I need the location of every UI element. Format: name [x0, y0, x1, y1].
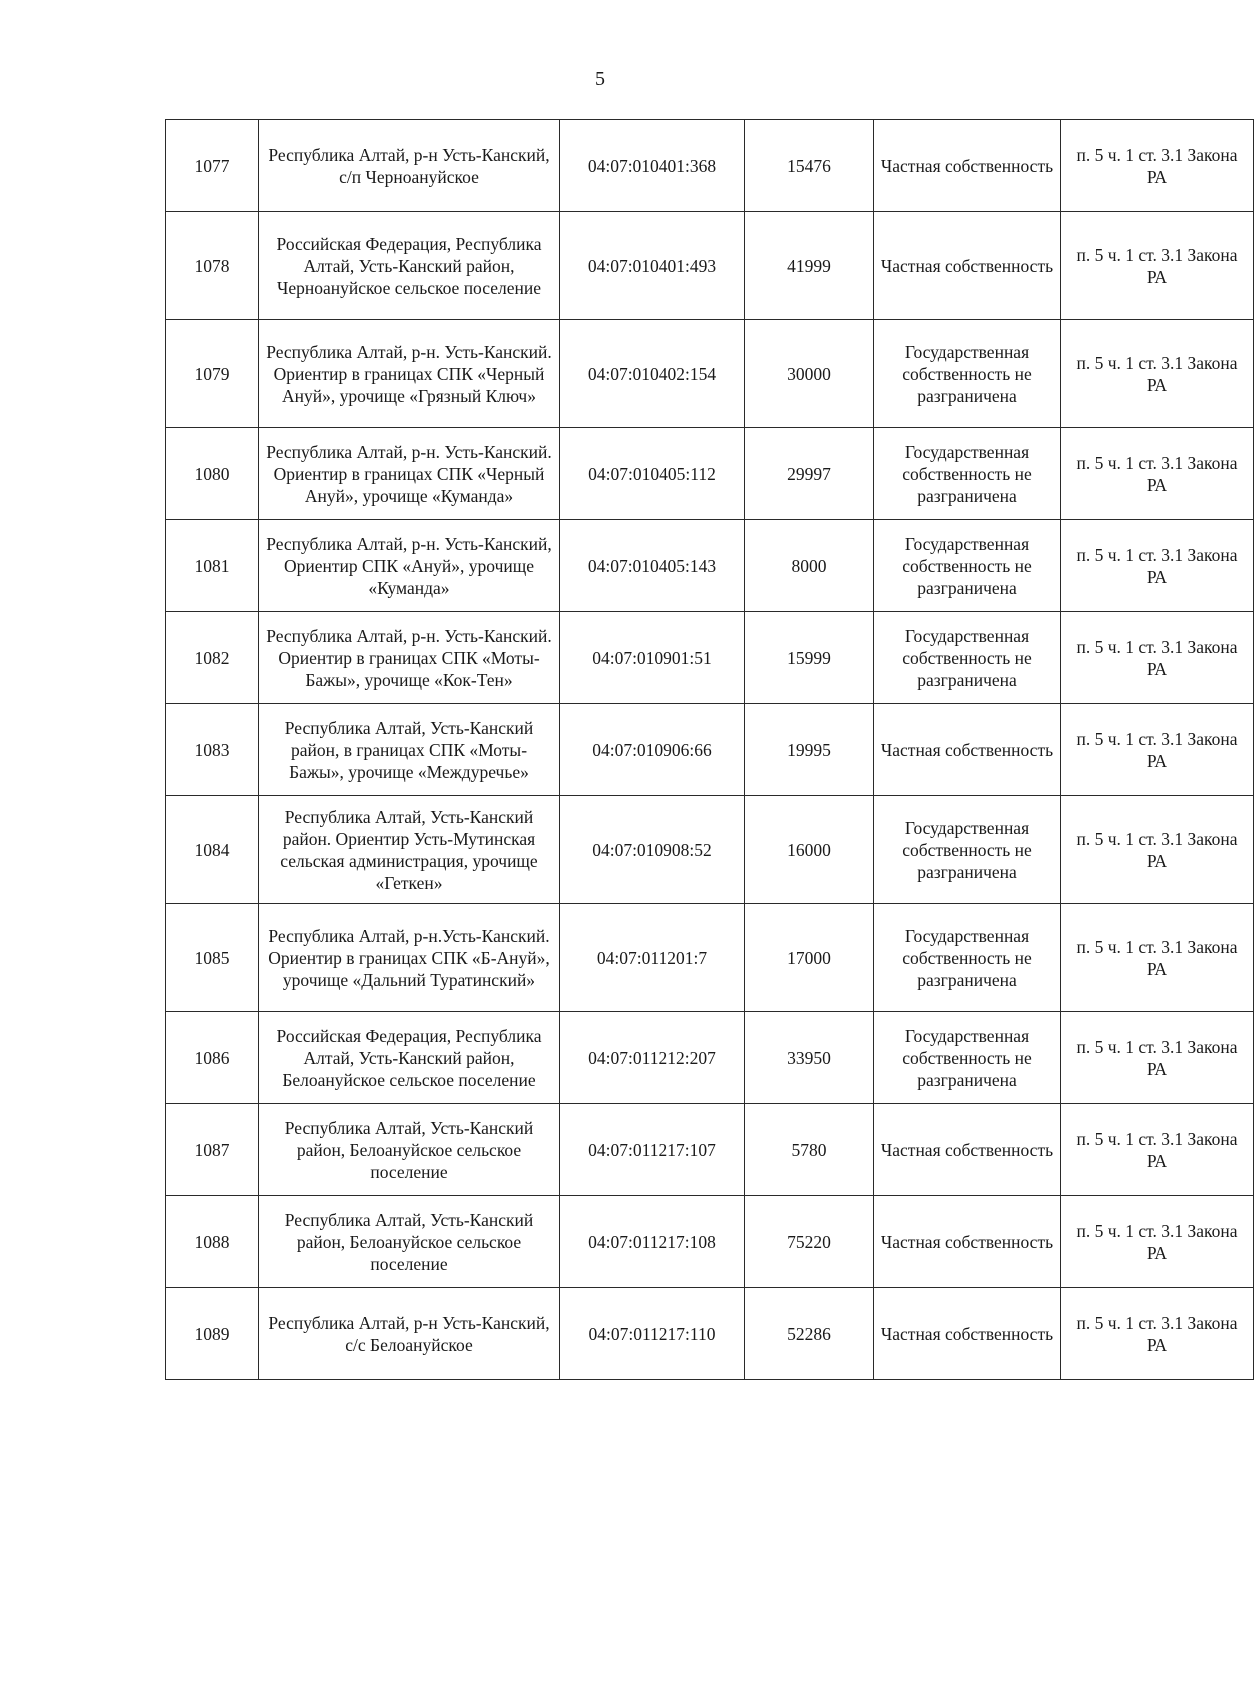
cell-area: 5780: [745, 1104, 874, 1196]
table-row: [166, 428, 1254, 520]
cell-address: Республика Алтай, р-н.Усть-Канский. Ориентир в границах СПК «Б-Ануй», урочище «Дальний Туратинский»: [259, 904, 560, 1012]
cell-cadastral-number: 04:07:010401:493: [560, 212, 745, 320]
cell-legal-basis: п. 5 ч. 1 ст. 3.1 Закона РА: [1061, 428, 1254, 520]
table-row: [166, 212, 1254, 320]
cell-number: 1088: [166, 1196, 259, 1288]
cell-ownership: Частная собственность: [874, 704, 1061, 796]
cell-area: 30000: [745, 320, 874, 428]
cell-cadastral-number: 04:07:010908:52: [560, 796, 745, 904]
cell-cadastral-number: 04:07:011217:110: [560, 1288, 745, 1380]
cell-legal-basis: п. 5 ч. 1 ст. 3.1 Закона РА: [1061, 1288, 1254, 1380]
cell-legal-basis: п. 5 ч. 1 ст. 3.1 Закона РА: [1061, 1012, 1254, 1104]
cell-legal-basis: п. 5 ч. 1 ст. 3.1 Закона РА: [1061, 796, 1254, 904]
cell-area: 16000: [745, 796, 874, 904]
cell-address: Республика Алтай, р-н. Усть-Канский, Ориентир СПК «Ануй», урочище «Куманда»: [259, 520, 560, 612]
cell-area: 52286: [745, 1288, 874, 1380]
cell-legal-basis: п. 5 ч. 1 ст. 3.1 Закона РА: [1061, 212, 1254, 320]
cell-number: 1084: [166, 796, 259, 904]
cell-address: Республика Алтай, р-н. Усть-Канский. Ориентир в границах СПК «Черный Ануй», урочище «Грязный Ключ»: [259, 320, 560, 428]
cell-address: Республика Алтай, Усть-Канский район, Белоануйское сельское поселение: [259, 1104, 560, 1196]
cell-ownership: Государственная собственность не разграничена: [874, 320, 1061, 428]
cell-cadastral-number: 04:07:010401:368: [560, 120, 745, 212]
table-row: [166, 612, 1254, 704]
cell-cadastral-number: 04:07:010405:112: [560, 428, 745, 520]
table-body: [166, 120, 1254, 1380]
cell-legal-basis: п. 5 ч. 1 ст. 3.1 Закона РА: [1061, 320, 1254, 428]
cell-ownership: Частная собственность: [874, 1196, 1061, 1288]
cell-legal-basis: п. 5 ч. 1 ст. 3.1 Закона РА: [1061, 1104, 1254, 1196]
cell-area: 33950: [745, 1012, 874, 1104]
land-plots-table: [165, 119, 1254, 1380]
table-row: [166, 904, 1254, 1012]
cell-area: 15476: [745, 120, 874, 212]
cell-ownership: Государственная собственность не разграничена: [874, 520, 1061, 612]
cell-legal-basis: п. 5 ч. 1 ст. 3.1 Закона РА: [1061, 120, 1254, 212]
cell-address: Республика Алтай, р-н. Усть-Канский. Ориентир в границах СПК «Черный Ануй», урочище «Куманда»: [259, 428, 560, 520]
cell-address: Российская Федерация, Республика Алтай, Усть-Канский район, Черноануйское сельское поселение: [259, 212, 560, 320]
cell-number: 1086: [166, 1012, 259, 1104]
table-row: [166, 704, 1254, 796]
cell-cadastral-number: 04:07:010402:154: [560, 320, 745, 428]
cell-address: Российская Федерация, Республика Алтай, Усть-Канский район, Белоануйское сельское поселение: [259, 1012, 560, 1104]
page-number: 5: [595, 68, 605, 90]
cell-number: 1080: [166, 428, 259, 520]
cell-ownership: Государственная собственность не разграничена: [874, 428, 1061, 520]
table-row: [166, 1012, 1254, 1104]
cell-number: 1089: [166, 1288, 259, 1380]
cell-cadastral-number: 04:07:010901:51: [560, 612, 745, 704]
cell-area: 75220: [745, 1196, 874, 1288]
cell-number: 1083: [166, 704, 259, 796]
cell-legal-basis: п. 5 ч. 1 ст. 3.1 Закона РА: [1061, 520, 1254, 612]
cell-number: 1082: [166, 612, 259, 704]
cell-area: 8000: [745, 520, 874, 612]
cell-area: 41999: [745, 212, 874, 320]
cell-cadastral-number: 04:07:011217:108: [560, 1196, 745, 1288]
table-row: [166, 1104, 1254, 1196]
cell-ownership: Частная собственность: [874, 1104, 1061, 1196]
cell-number: 1087: [166, 1104, 259, 1196]
cell-legal-basis: п. 5 ч. 1 ст. 3.1 Закона РА: [1061, 704, 1254, 796]
cell-area: 29997: [745, 428, 874, 520]
cell-number: 1085: [166, 904, 259, 1012]
cell-area: 17000: [745, 904, 874, 1012]
table-row: [166, 520, 1254, 612]
cell-ownership: Государственная собственность не разграничена: [874, 904, 1061, 1012]
cell-ownership: Частная собственность: [874, 120, 1061, 212]
cell-legal-basis: п. 5 ч. 1 ст. 3.1 Закона РА: [1061, 1196, 1254, 1288]
table-row: [166, 796, 1254, 904]
table-row: [166, 120, 1254, 212]
table-row: [166, 320, 1254, 428]
cell-cadastral-number: 04:07:010405:143: [560, 520, 745, 612]
cell-cadastral-number: 04:07:011217:107: [560, 1104, 745, 1196]
table-row: [166, 1196, 1254, 1288]
cell-area: 19995: [745, 704, 874, 796]
cell-ownership: Государственная собственность не разграничена: [874, 1012, 1061, 1104]
cell-number: 1078: [166, 212, 259, 320]
cell-number: 1077: [166, 120, 259, 212]
cell-ownership: Частная собственность: [874, 212, 1061, 320]
cell-ownership: Частная собственность: [874, 1288, 1061, 1380]
cell-address: Республика Алтай, Усть-Канский район. Ориентир Усть-Мутинская сельская администрация, урочище «Геткен»: [259, 796, 560, 904]
cell-area: 15999: [745, 612, 874, 704]
cell-cadastral-number: 04:07:011212:207: [560, 1012, 745, 1104]
cell-address: Республика Алтай, р-н Усть-Канский, с/п Черноануйское: [259, 120, 560, 212]
cell-legal-basis: п. 5 ч. 1 ст. 3.1 Закона РА: [1061, 612, 1254, 704]
cell-ownership: Государственная собственность не разграничена: [874, 612, 1061, 704]
cell-cadastral-number: 04:07:011201:7: [560, 904, 745, 1012]
table-row: [166, 1288, 1254, 1380]
cell-address: Республика Алтай, Усть-Канский район, Белоануйское сельское поселение: [259, 1196, 560, 1288]
cell-address: Республика Алтай, Усть-Канский район, в границах СПК «Моты-Бажы», урочище «Междуречье»: [259, 704, 560, 796]
cell-number: 1081: [166, 520, 259, 612]
cell-address: Республика Алтай, р-н. Усть-Канский. Ориентир в границах СПК «Моты-Бажы», урочище «Кок-Тен»: [259, 612, 560, 704]
cell-cadastral-number: 04:07:010906:66: [560, 704, 745, 796]
cell-number: 1079: [166, 320, 259, 428]
cell-address: Республика Алтай, р-н Усть-Канский, с/с Белоануйское: [259, 1288, 560, 1380]
cell-legal-basis: п. 5 ч. 1 ст. 3.1 Закона РА: [1061, 904, 1254, 1012]
cell-ownership: Государственная собственность не разграничена: [874, 796, 1061, 904]
